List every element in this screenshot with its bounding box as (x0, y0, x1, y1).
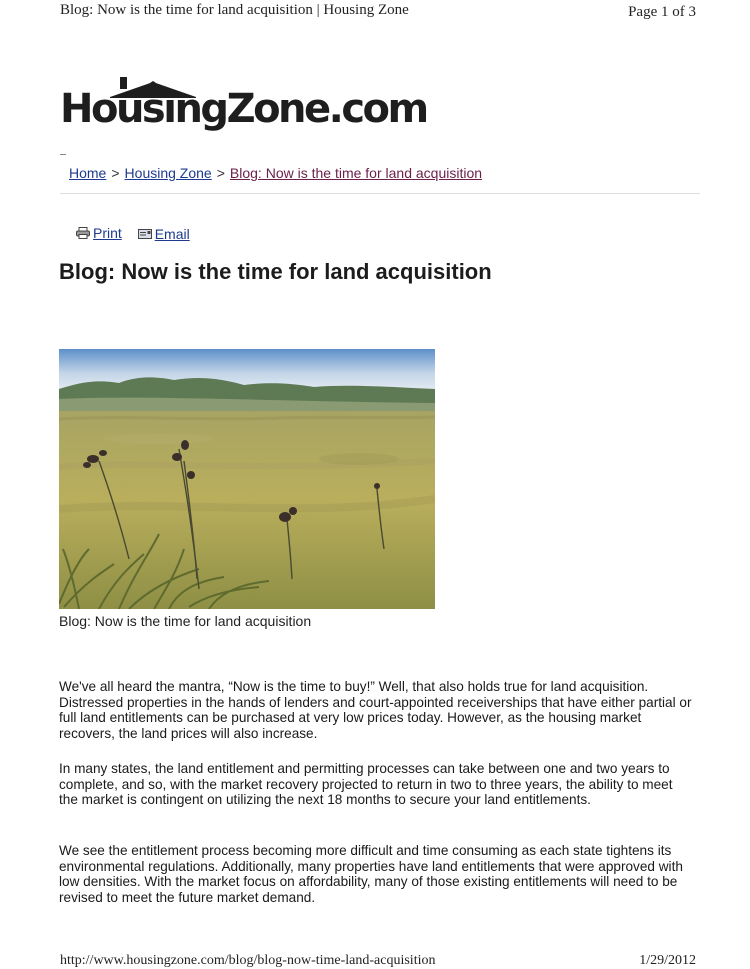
print-header-page-number: Page 1 of 3 (628, 4, 696, 20)
header-divider (60, 154, 66, 155)
breadcrumb-separator: > (111, 165, 120, 181)
print-footer-url: http://www.housingzone.com/blog/blog-now-time-land-acquisition (60, 953, 436, 968)
print-link[interactable] (76, 225, 122, 241)
article-photo (59, 349, 435, 609)
email-link[interactable] (138, 226, 190, 242)
breadcrumb-separator: > (216, 165, 225, 181)
print-header-title: Blog: Now is the time for land acquisition | Housing Zone (60, 2, 409, 18)
article-tools (76, 225, 202, 242)
breadcrumb (69, 165, 482, 181)
article-paragraph: In many states, the land entitlement and permitting processes can take between one and two years to complete, and so, with the market recovery projected to return in two to three years, the ability to meet the market is contingent on utilizing the next 18 months to secure your land entitlements. (59, 761, 673, 808)
article-paragraph: We've all heard the mantra, “Now is the time to buy!” Well, that also holds true for land acquisition. Distressed properties in the hands of lenders and court-appointed receiverships that have either partial or full land entitlements can be purchased at very low prices today. However, as the housing market recovers, the land prices will also increase. (59, 679, 692, 741)
email-link-label: Email (154, 226, 190, 242)
printer-icon (76, 227, 90, 239)
breadcrumb-current-link[interactable]: Blog: Now is the time for land acquisition (229, 165, 483, 181)
site-logo[interactable] (60, 72, 427, 136)
print-link-label: Print (93, 225, 122, 241)
breadcrumb-divider (60, 193, 700, 194)
photo-caption: Blog: Now is the time for land acquisition (59, 613, 312, 629)
envelope-icon (138, 229, 152, 239)
article-title: Blog: Now is the time for land acquisition (59, 259, 492, 284)
breadcrumb-home-link[interactable]: Home (69, 165, 107, 181)
print-footer-date: 1/29/2012 (639, 953, 696, 968)
site-logo-text: HousingZone.com (60, 86, 427, 132)
article-paragraph: We see the entitlement process becoming more difficult and time consuming as each state tightens its environmental regulations. Additionally, many properties have land entitlements that were approved with low densities. With the market focus on affordability, many of those existing entitlements will need to be revised to meet the future market demand. (59, 843, 683, 905)
breadcrumb-housing-zone-link[interactable]: Housing Zone (124, 165, 212, 181)
